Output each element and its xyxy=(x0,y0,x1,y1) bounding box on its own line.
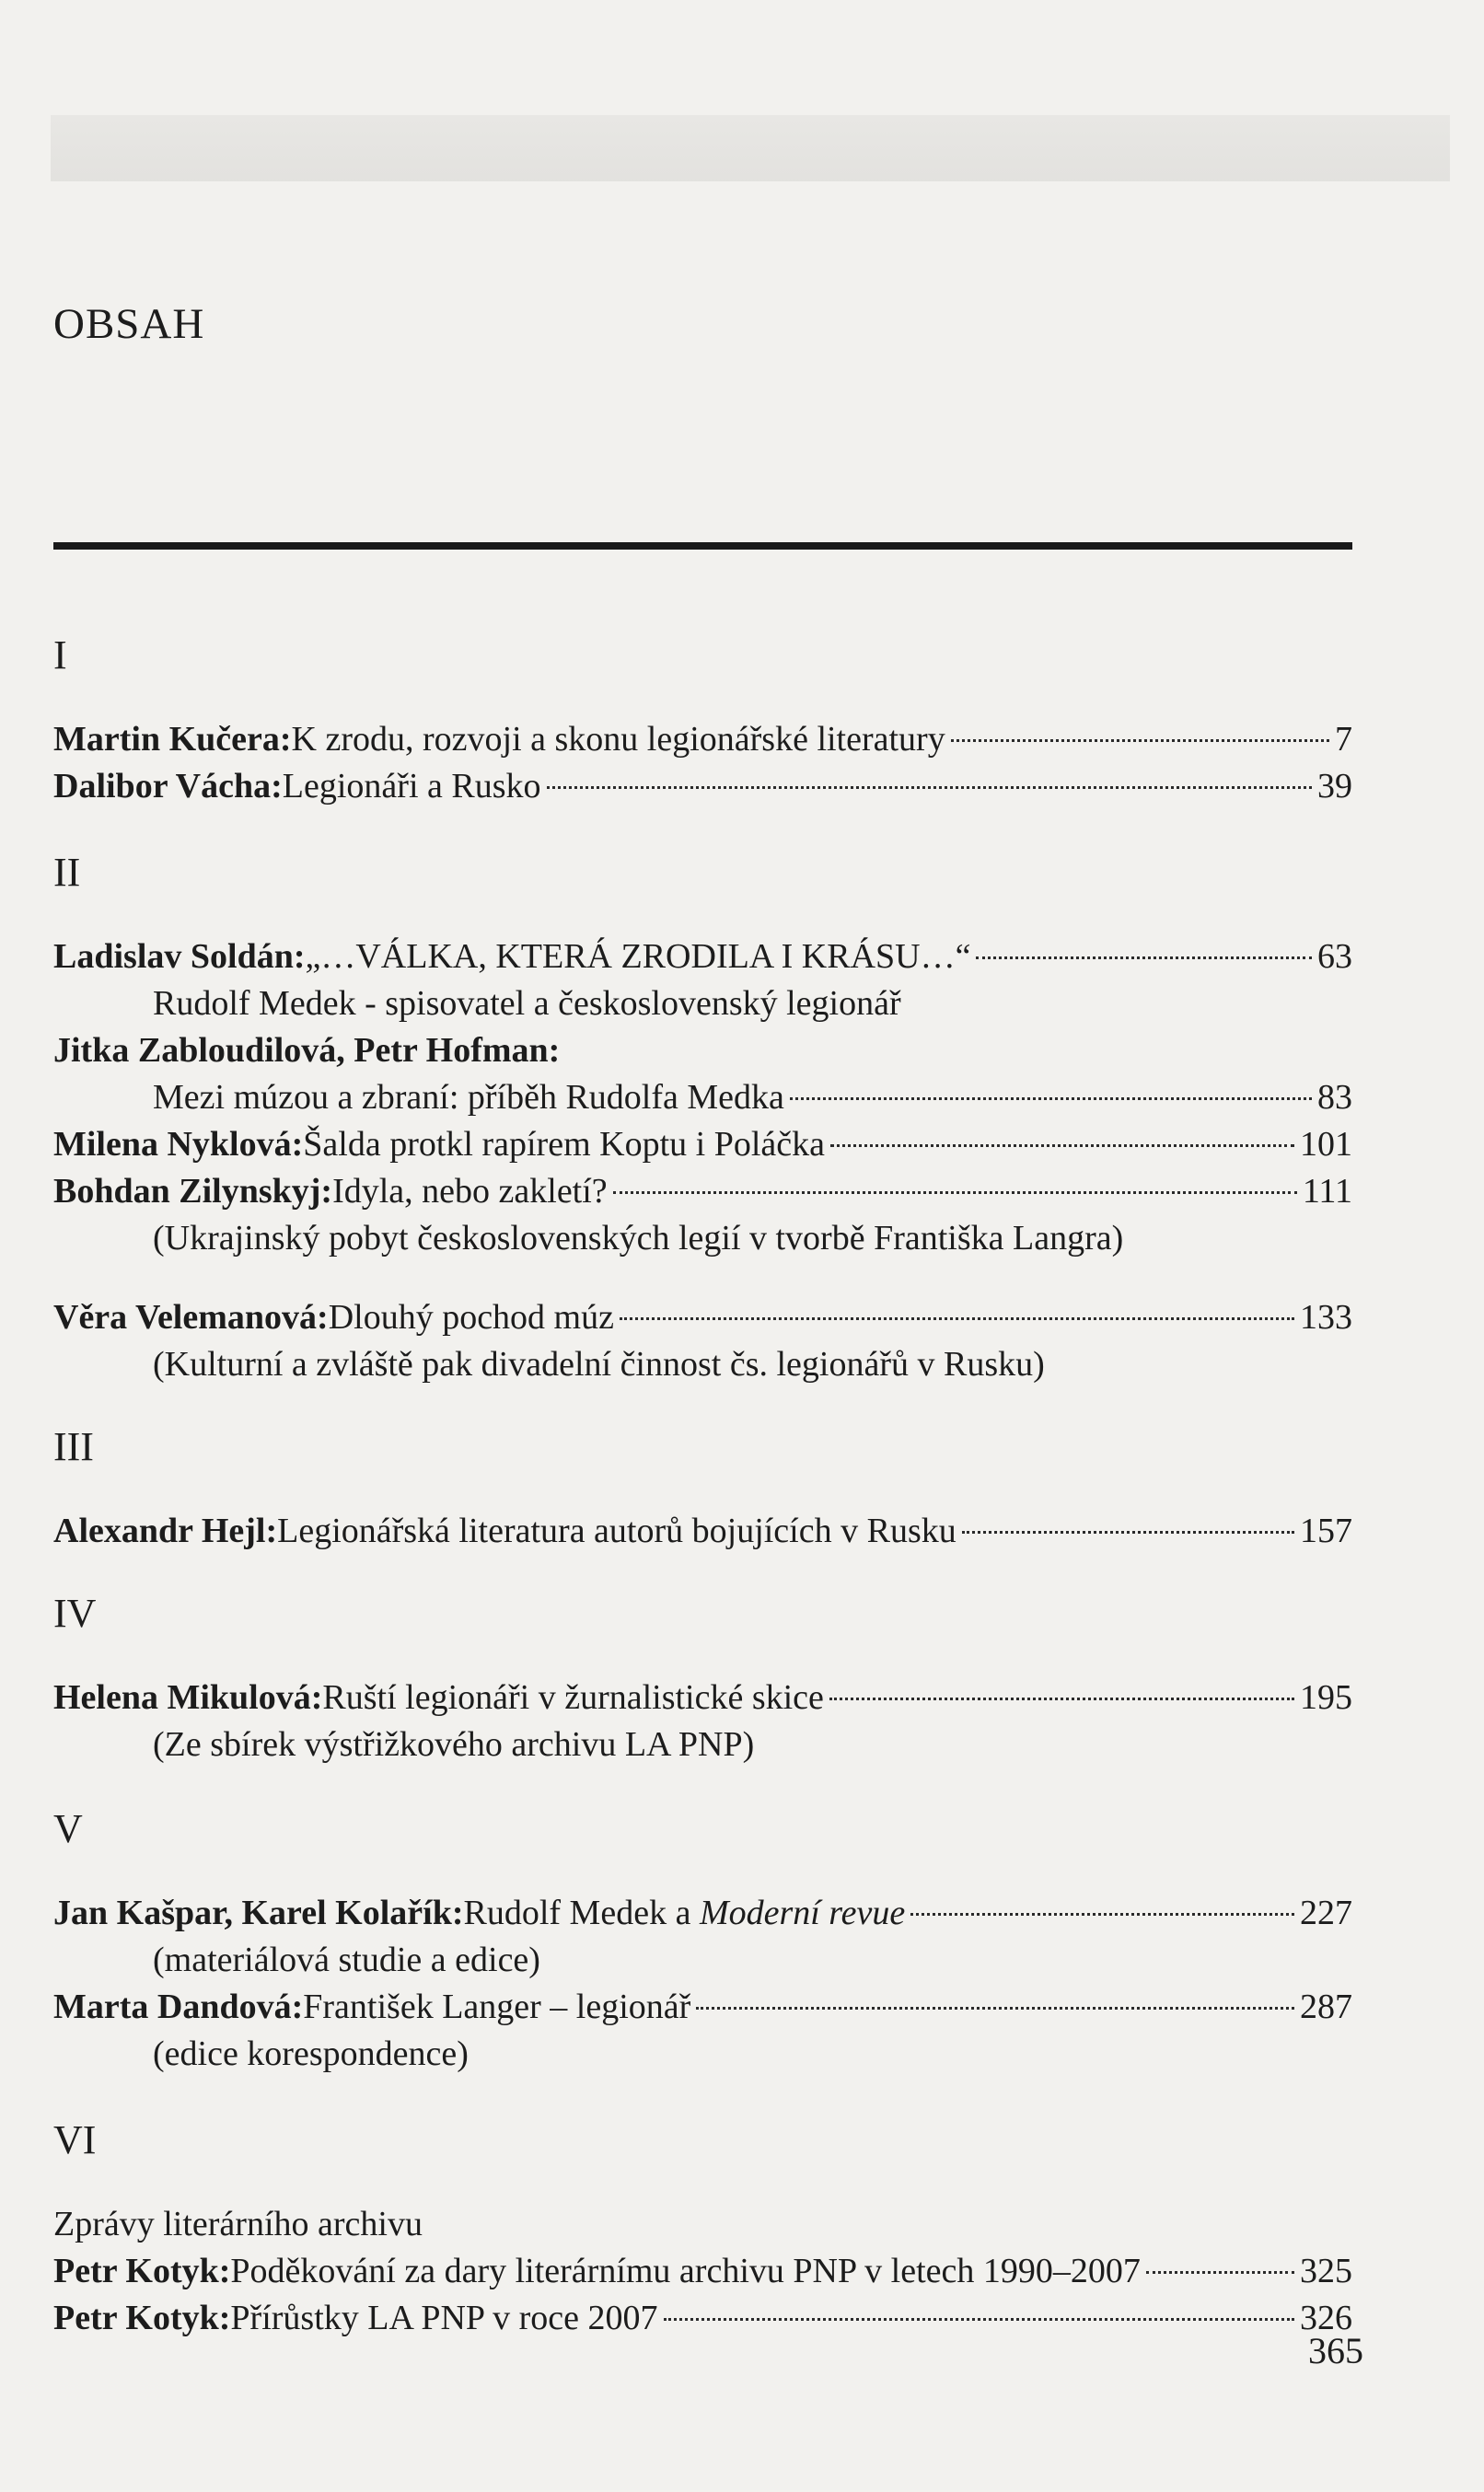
entry-author: Petr Kotyk: xyxy=(53,2299,231,2337)
toc-entry xyxy=(53,933,1352,980)
entry-subtitle: (Ukrajinský pobyt československých legií v tvorbě Františka Langra) xyxy=(153,1219,1124,1258)
entry-title-text: Rudolf Medek a xyxy=(463,1894,700,1932)
entry-page-number: 83 xyxy=(1317,1078,1352,1117)
entry-title-text: Poděkování za dary literárnímu archivu PNP v letech 1990–2007 xyxy=(230,2252,1141,2290)
entry-subtitle: (materiálová studie a edice) xyxy=(153,1941,540,1979)
toc-entry xyxy=(53,1984,1352,2031)
section-numeral: I xyxy=(53,632,67,678)
entry-author: Ladislav Soldán: xyxy=(53,937,306,976)
entry-subtitle: Rudolf Medek - spisovatel a československý legionář xyxy=(153,984,901,1023)
dot-leader xyxy=(790,1097,1312,1100)
toc-section xyxy=(53,2116,1352,2342)
entry-title xyxy=(292,716,945,763)
toc-entry xyxy=(53,1508,1352,1555)
entry-title xyxy=(283,763,541,810)
toc-section xyxy=(53,849,1352,1388)
toc-entry xyxy=(53,1121,1352,1168)
table-of-contents xyxy=(53,632,1352,2342)
toc-section xyxy=(53,632,1352,810)
entry-subtitle: (Kulturní a zvláště pak divadelní činnost čs. legionářů v Rusku) xyxy=(153,1345,1045,1384)
entry-page-number: 227 xyxy=(1300,1894,1352,1932)
toc-entry xyxy=(53,2248,1352,2295)
entry-author: Jitka Zabloudilová, Petr Hofman: xyxy=(53,1031,561,1070)
entry-author: Bohdan Zilynskyj: xyxy=(53,1172,333,1211)
entry-page-number: 195 xyxy=(1300,1678,1352,1717)
entry-title xyxy=(303,1984,690,2031)
entry-title-text: Idyla, nebo zakletí? xyxy=(332,1172,608,1211)
dot-leader xyxy=(976,956,1312,959)
dot-leader xyxy=(830,1144,1294,1147)
entry-title xyxy=(230,2295,657,2342)
entry-title-text: Ruští legionáři v žurnalistické skice xyxy=(322,1678,824,1717)
section-numeral: II xyxy=(53,850,81,895)
entry-author: Helena Mikulová: xyxy=(53,1678,323,1717)
entry-title xyxy=(329,1294,614,1341)
entry-title xyxy=(332,1168,608,1215)
toc-entry xyxy=(53,1027,1352,1074)
dot-leader xyxy=(547,786,1313,789)
toc-section xyxy=(53,1805,1352,2078)
dot-leader xyxy=(910,1913,1294,1916)
entry-author: Milena Nyklová: xyxy=(53,1125,304,1164)
entry-author: Dalibor Vácha: xyxy=(53,767,283,806)
entry-title-text: Přírůstky LA PNP v roce 2007 xyxy=(230,2299,658,2337)
dot-leader xyxy=(613,1191,1297,1194)
entry-page-number: 101 xyxy=(1300,1125,1352,1164)
dot-leader xyxy=(620,1317,1294,1320)
entry-title xyxy=(306,933,971,980)
entry-page-number: 157 xyxy=(1300,1512,1352,1550)
page-title: OBSAH xyxy=(53,300,205,348)
entry-title-text: Legionářská literatura autorů bojujících v Rusku xyxy=(277,1512,956,1550)
dot-leader xyxy=(696,2007,1294,2010)
entry-page-number: 325 xyxy=(1300,2252,1352,2290)
dot-leader xyxy=(962,1531,1294,1534)
entry-author: Věra Velemanová: xyxy=(53,1298,329,1337)
entry-author: Alexandr Hejl: xyxy=(53,1512,278,1550)
entry-page-number: 111 xyxy=(1302,1172,1352,1211)
entry-page-number: 63 xyxy=(1317,937,1352,976)
entry-title-text: Legionáři a Rusko xyxy=(282,767,541,806)
toc-section xyxy=(53,1423,1352,1555)
entry-title-text: Mezi múzou a zbraní: příběh Rudolfa Medka xyxy=(153,1078,784,1117)
entry-title xyxy=(277,1508,956,1555)
entry-title xyxy=(463,1890,905,1937)
toc-entry xyxy=(53,716,1352,763)
entry-author: Marta Dandová: xyxy=(53,1988,304,2026)
entry-title-text: Dlouhý pochod múz xyxy=(328,1298,614,1337)
entry-title-text: František Langer – legionář xyxy=(303,1988,691,2026)
entry-page-number: 7 xyxy=(1335,720,1352,759)
dot-leader xyxy=(829,1698,1294,1700)
entry-page-number: 39 xyxy=(1317,767,1352,806)
entry-title-italic: Moderní revue xyxy=(699,1894,906,1932)
section-numeral: VI xyxy=(53,2117,97,2162)
section-numeral: V xyxy=(53,1806,83,1851)
entry-title-text: K zrodu, rozvoji a skonu legionářské literatury xyxy=(291,720,945,759)
entry-page-number: 326 xyxy=(1300,2299,1352,2337)
section-numeral: IV xyxy=(53,1591,97,1636)
entry-author: Petr Kotyk: xyxy=(53,2252,231,2290)
toc-section xyxy=(53,1590,1352,1768)
entry-title xyxy=(230,2248,1140,2295)
entry-page-number: 133 xyxy=(1300,1298,1352,1337)
dot-leader xyxy=(951,739,1329,742)
dot-leader xyxy=(1146,2271,1294,2274)
toc-entry xyxy=(53,1294,1352,1341)
bleed-through-band xyxy=(51,115,1450,181)
toc-entry xyxy=(53,1074,1352,1121)
entry-title xyxy=(153,1074,784,1121)
entry-title-text: Šalda protkl rapírem Koptu i Poláčka xyxy=(303,1125,825,1164)
toc-entry xyxy=(53,1890,1352,1937)
entry-title-text: „…VÁLKA, KTERÁ ZRODILA I KRÁSU…“ xyxy=(305,937,971,976)
toc-entry xyxy=(53,1675,1352,1721)
entry-title xyxy=(303,1121,825,1168)
entry-author: Jan Kašpar, Karel Kolařík: xyxy=(53,1894,464,1932)
entry-subtitle: (edice korespondence) xyxy=(153,2034,469,2073)
entry-author: Martin Kučera: xyxy=(53,720,292,759)
entry-title xyxy=(322,1675,824,1721)
toc-entry xyxy=(53,1168,1352,1215)
toc-entry xyxy=(53,2295,1352,2342)
section-numeral: III xyxy=(53,1424,94,1469)
section-heading: Zprávy literárního archivu xyxy=(53,2205,423,2243)
dot-leader xyxy=(664,2318,1294,2321)
title-rule xyxy=(53,542,1352,550)
entry-page-number: 287 xyxy=(1300,1988,1352,2026)
toc-entry xyxy=(53,763,1352,810)
page-number: 365 xyxy=(1308,2330,1363,2371)
entry-subtitle: (Ze sbírek výstřižkového archivu LA PNP) xyxy=(153,1725,755,1764)
